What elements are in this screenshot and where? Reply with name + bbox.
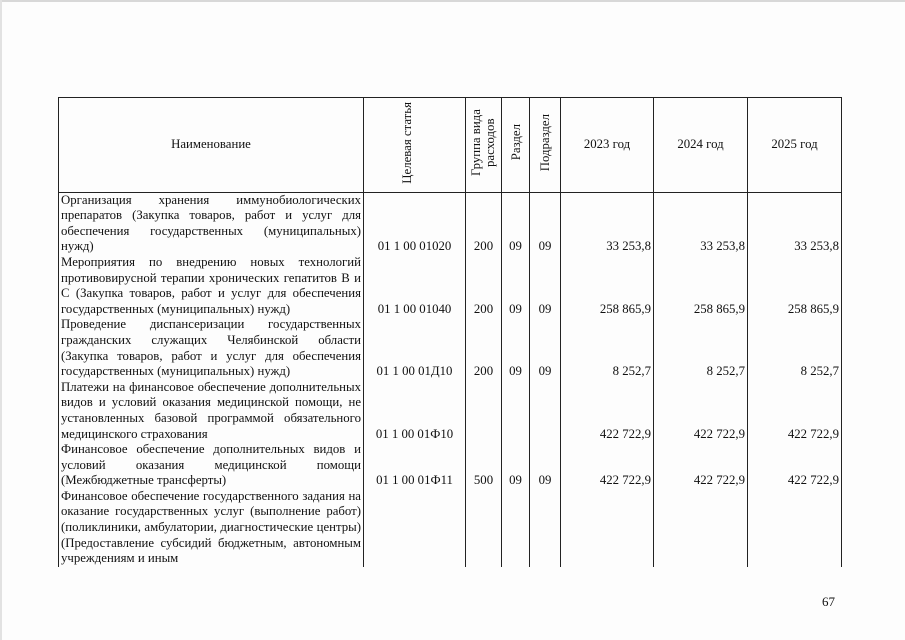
row-amount-2023: 258 865,9 — [561, 255, 654, 317]
row-expense-group — [466, 489, 502, 567]
row-target-article: 01 1 00 01020 — [364, 192, 466, 255]
row-name: Мероприятия по внедрению новых технологий противовирусной терапии хронических гепатитов В и С (Закупка товаров, работ и услуг для обеспечения государственных (муниципальных) нужд) — [59, 255, 364, 317]
scan-edge-left — [0, 0, 2, 640]
row-name: Финансовое обеспечение государственного задания на оказание государственных услуг (выполнение работ) (поликлиники, амбулатории, диагностические центры) (Предоставление субсидий бюджетным, автономным учреждениям и иным — [59, 489, 364, 567]
table-row — [59, 255, 842, 317]
row-amount-2023: 422 722,9 — [561, 380, 654, 442]
row-amount-2025: 422 722,9 — [748, 442, 842, 489]
header-section: Раздел — [502, 98, 530, 193]
header-expense-group: Группа вида расходов — [466, 98, 502, 193]
table-row — [59, 380, 842, 442]
row-name: Финансовое обеспечение дополнительных видов и условий оказания медицинской помощи (Межбюджетные трансферты) — [59, 442, 364, 489]
row-amount-2023: 33 253,8 — [561, 192, 654, 255]
header-year-2024: 2024 год — [654, 98, 748, 193]
row-amount-2024: 422 722,9 — [654, 442, 748, 489]
scan-edge-top — [0, 0, 905, 2]
row-amount-2024: 8 252,7 — [654, 317, 748, 379]
row-amount-2024: 258 865,9 — [654, 255, 748, 317]
row-target-article: 01 1 00 01Ф10 — [364, 380, 466, 442]
row-subsection: 09 — [530, 442, 561, 489]
row-target-article: 01 1 00 01Д10 — [364, 317, 466, 379]
row-subsection — [530, 380, 561, 442]
row-expense-group: 200 — [466, 192, 502, 255]
header-name: Наименование — [59, 98, 364, 193]
row-amount-2025: 422 722,9 — [748, 380, 842, 442]
row-subsection — [530, 489, 561, 567]
budget-table — [58, 97, 842, 567]
table-row — [59, 192, 842, 255]
row-target-article: 01 1 00 01Ф11 — [364, 442, 466, 489]
table-header-row — [59, 98, 842, 193]
row-target-article — [364, 489, 466, 567]
row-amount-2024: 33 253,8 — [654, 192, 748, 255]
row-subsection: 09 — [530, 192, 561, 255]
row-amount-2024: 422 722,9 — [654, 380, 748, 442]
row-expense-group: 500 — [466, 442, 502, 489]
row-amount-2025: 258 865,9 — [748, 255, 842, 317]
row-name: Платежи на финансовое обеспечение дополнительных видов и условий оказания медицинской помощи, не установленных базовой программой обязательного медицинского страхования — [59, 380, 364, 442]
row-amount-2023: 422 722,9 — [561, 442, 654, 489]
row-section: 09 — [502, 442, 530, 489]
row-amount-2025: 8 252,7 — [748, 317, 842, 379]
row-expense-group: 200 — [466, 317, 502, 379]
row-expense-group: 200 — [466, 255, 502, 317]
table-row — [59, 489, 842, 567]
row-amount-2023: 8 252,7 — [561, 317, 654, 379]
row-section — [502, 489, 530, 567]
header-target-article: Целевая статья — [364, 98, 466, 193]
row-section — [502, 380, 530, 442]
row-name: Организация хранения иммунобиологических препаратов (Закупка товаров, работ и услуг для обеспечения государственных (муниципальных) нужд) — [59, 192, 364, 255]
row-amount-2023 — [561, 489, 654, 567]
row-subsection: 09 — [530, 317, 561, 379]
page-number: 67 — [822, 594, 835, 609]
table-row — [59, 317, 842, 379]
row-amount-2025 — [748, 489, 842, 567]
row-target-article: 01 1 00 01040 — [364, 255, 466, 317]
row-subsection: 09 — [530, 255, 561, 317]
header-subsection: Подраздел — [530, 98, 561, 193]
row-section: 09 — [502, 255, 530, 317]
row-section: 09 — [502, 192, 530, 255]
row-expense-group — [466, 380, 502, 442]
header-year-2023: 2023 год — [561, 98, 654, 193]
row-name: Проведение диспансеризации государственных гражданских служащих Челябинской области (Закупка товаров, работ и услуг для обеспечения государственных (муниципальных) нужд) — [59, 317, 364, 379]
row-amount-2025: 33 253,8 — [748, 192, 842, 255]
row-section: 09 — [502, 317, 530, 379]
row-amount-2024 — [654, 489, 748, 567]
header-year-2025: 2025 год — [748, 98, 842, 193]
table-row — [59, 442, 842, 489]
